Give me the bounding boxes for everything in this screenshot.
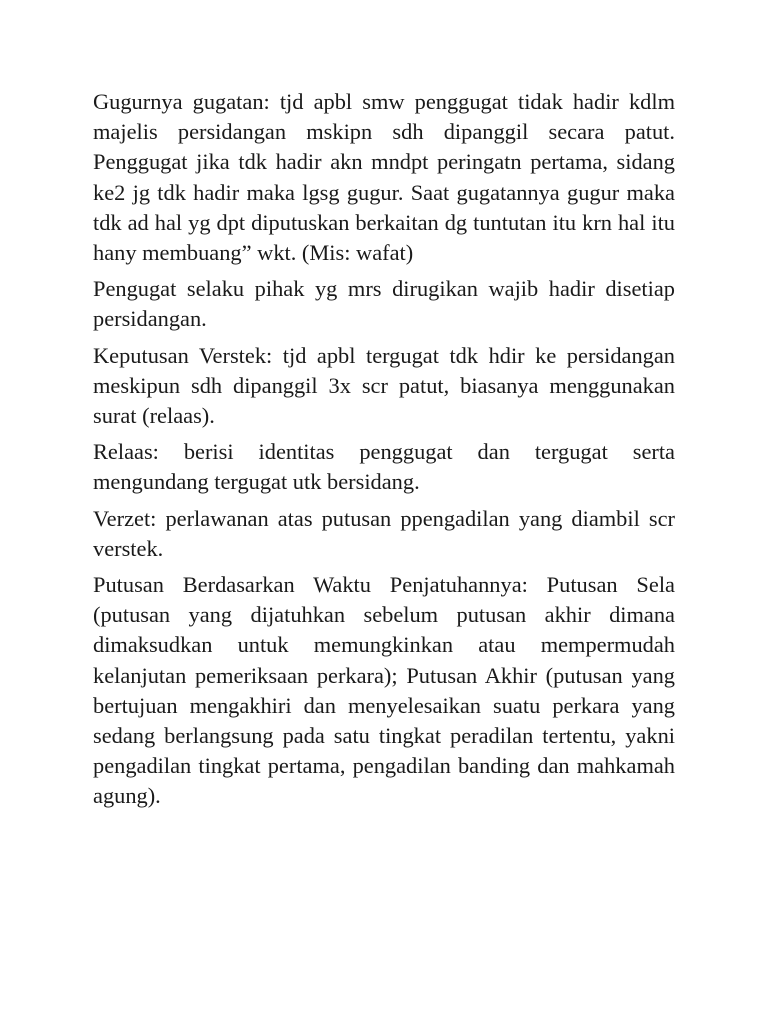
paragraph-putusan-waktu-penjatuhan: Putusan Berdasarkan Waktu Penjatuhannya: Putusan Sela (putusan yang dijatuhkan sebelum putusan akhir dimana dimaksudkan untuk memungkinkan atau mempermudah kelanjutan pemeriksaan perkara); Putusan Akhir (putusan yang bertujuan mengakhiri dan menyelesaikan suatu perkara yang sedang berlangsung pada satu tingkat peradilan tertentu, yakni pengadilan tingkat pertama, pengadilan banding dan mahkamah agung). — [93, 572, 675, 809]
paragraph-penggugat-wajib-hadir: Pengugat selaku pihak yg mrs dirugikan wajib hadir disetiap persidangan. — [93, 276, 675, 332]
paragraph-verzet: Verzet: perlawanan atas putusan ppengadilan yang diambil scr verstek. — [93, 505, 675, 561]
paragraph-relaas: Relaas: berisi identitas penggugat dan tergugat serta mengundang tergugat utk bersidang. — [93, 439, 675, 495]
paragraph-keputusan-verstek: Keputusan Verstek: tjd apbl tergugat tdk hdir ke persidangan meskipun sdh dipanggil 3x scr patut, biasanya menggunakan surat (relaas). — [93, 342, 675, 429]
document-page — [93, 87, 675, 818]
paragraph-gugurnya-gugatan: Gugurnya gugatan: tjd apbl smw penggugat tidak hadir kdlm majelis persidangan mskipn sdh dipanggil secara patut. Penggugat jika tdk hadir akn mndpt peringatn pertama, sidang ke2 jg tdk hadir maka lgsg gugur. Saat gugatannya gugur maka tdk ad hal yg dpt diputuskan berkaitan dg tuntutan itu krn hal itu hany membuang” wkt. (Mis: wafat) — [93, 89, 675, 266]
